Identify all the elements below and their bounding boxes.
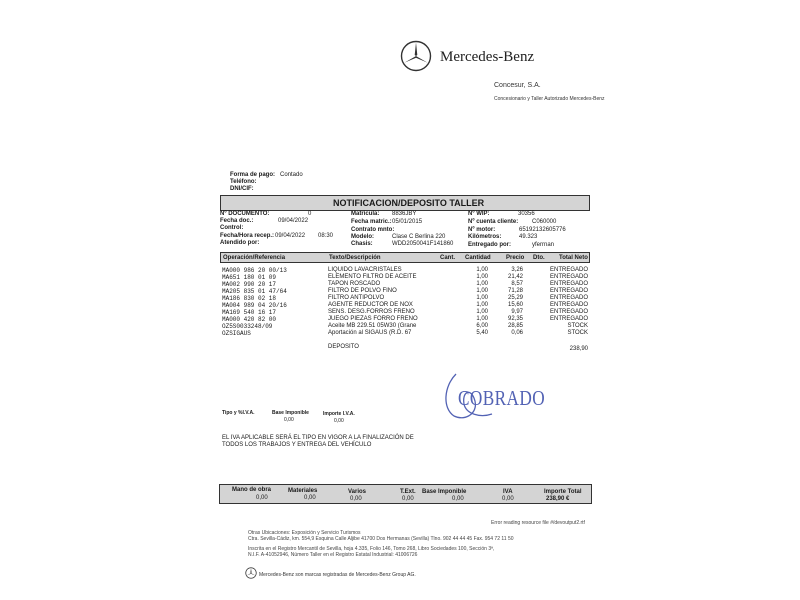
cobrado-stamp: COBRADO xyxy=(458,386,546,410)
row-quantity: 1,00 xyxy=(476,295,488,301)
account-value: C060000 xyxy=(532,219,557,225)
row-quantity: 1,00 xyxy=(476,281,488,287)
deposit-label: DEPOSITO xyxy=(328,344,359,350)
engine-label: Nº motor: xyxy=(468,227,496,233)
row-description: SENS. DESG.FORROS FRENO xyxy=(328,309,415,315)
deposit-value: 238,90 xyxy=(569,346,588,352)
totals-bar xyxy=(219,484,592,504)
info-block xyxy=(220,211,590,251)
row-reference: MA186 830 02 18 xyxy=(222,295,277,302)
row-price: 92,35 xyxy=(507,316,523,322)
row-reference: MA000 986 20 00/13 xyxy=(222,267,287,274)
dealer-name: Concesur, S.A. xyxy=(494,82,541,89)
row-price: 21,42 xyxy=(507,274,523,280)
wip-value: 30356 xyxy=(518,211,535,217)
doc-date-label: Fecha doc.: xyxy=(220,218,254,224)
row-quantity: 1,00 xyxy=(476,267,488,273)
header-reference: Operación/Referencia xyxy=(223,255,286,261)
footer-star-logo xyxy=(245,566,257,578)
row-reference: MA000 420 82 00 xyxy=(222,316,277,323)
doc-number-value: 0 xyxy=(308,211,312,217)
phone-label: Teléfono: xyxy=(230,179,257,185)
table-row xyxy=(220,302,590,309)
row-price: 15,60 xyxy=(507,302,523,308)
row-total: ENTREGADO xyxy=(550,274,589,280)
header-total: Total Neto xyxy=(559,255,588,261)
km-label: Kilómetros: xyxy=(468,234,502,240)
vat-notice-line2: TODOS LOS TRABAJOS Y ENTREGA DEL VEHÍCULO xyxy=(222,442,372,448)
table-row xyxy=(220,274,590,281)
extra-value: 0,00 xyxy=(402,496,414,502)
document-title: NOTIFICACION/DEPOSITO TALLER xyxy=(333,198,485,208)
row-price: 3,26 xyxy=(511,267,523,273)
model-label: Modelo: xyxy=(351,234,374,240)
misc-label: Varios xyxy=(348,489,367,495)
payment-label: Forma de pago: xyxy=(230,172,276,178)
vat-type-label: Tipo y %I.V.A. xyxy=(222,410,255,416)
vat-base-label: Base Imponible xyxy=(272,410,309,416)
footer-line4: N.I.F. A-41052946, Número Taller en el Registro Estatal Industrial: 41006726 xyxy=(248,552,418,558)
total-label: Importe Total xyxy=(544,489,582,495)
row-total: ENTREGADO xyxy=(550,281,589,287)
row-quantity: 6,00 xyxy=(476,323,488,329)
iva-value: 0,00 xyxy=(502,496,514,502)
registration-value: 05/01/2015 xyxy=(392,219,423,225)
chassis-label: Chasis: xyxy=(351,241,373,247)
plate-value: 8836JBY xyxy=(392,211,417,217)
materials-value: 0,00 xyxy=(304,495,316,501)
row-quantity: 1,00 xyxy=(476,309,488,315)
row-total: ENTREGADO xyxy=(550,316,589,322)
model-value: Clase C Berlina 220 xyxy=(392,234,446,240)
base-label: Base Imponible xyxy=(422,489,467,495)
doc-number-label: Nº DOCUMENTO: xyxy=(220,211,270,217)
attended-label: Atendido por: xyxy=(220,240,260,246)
vat-notice-line1: EL IVA APLICABLE SERÁ EL TIPO EN VIGOR A LA FINALIZACIÓN DE xyxy=(222,435,414,441)
error-note: Error reading resource file #/devoutput2.rtf xyxy=(491,520,585,526)
row-total: STOCK xyxy=(567,330,588,336)
brand-name: Mercedes-Benz xyxy=(440,49,535,65)
row-description: TAPON ROSCADO xyxy=(328,281,381,287)
row-reference: OZSIGAUS xyxy=(222,330,251,337)
account-label: Nº cuenta cliente: xyxy=(468,219,519,225)
labor-label: Mano de obra xyxy=(232,487,272,493)
row-price: 8,57 xyxy=(511,281,523,287)
row-price: 0,06 xyxy=(511,330,523,336)
delivered-value: yferrnan xyxy=(532,242,555,248)
row-reference: MA002 990 20 17 xyxy=(222,281,277,288)
table-row xyxy=(220,316,590,323)
row-reference: MA651 180 01 09 xyxy=(222,274,277,281)
mercedes-star-icon xyxy=(400,40,432,72)
misc-value: 0,00 xyxy=(350,496,362,502)
row-description: LIQUIDO LAVACRISTALES xyxy=(328,267,402,273)
header-cant: Cant. xyxy=(440,255,455,261)
row-quantity: 1,00 xyxy=(476,274,488,280)
mercedes-star-logo xyxy=(400,40,432,72)
document-title-bar xyxy=(220,195,590,211)
vat-base-value: 0,00 xyxy=(284,417,294,423)
row-quantity: 5,40 xyxy=(476,330,488,336)
row-description: AGENTE REDUCTOR DE NOX xyxy=(328,302,413,308)
materials-label: Materiales xyxy=(288,488,318,494)
contract-label: Contrato mnto: xyxy=(351,227,395,233)
row-description: FILTRO ANTIPOLVO xyxy=(328,295,385,301)
row-total: ENTREGADO xyxy=(550,295,589,301)
row-description: ELEMENTO FILTRO DE ACEITE xyxy=(328,274,417,280)
wip-label: Nº WIP: xyxy=(468,211,490,217)
header-discount: Dto. xyxy=(533,255,545,261)
registration-label: Fecha matric.: xyxy=(351,219,392,225)
row-price: 28,85 xyxy=(507,323,523,329)
engine-value: 65192132605776 xyxy=(519,227,566,233)
doc-date-value: 09/04/2022 xyxy=(278,218,309,224)
mercedes-star-icon xyxy=(245,567,257,579)
reception-label: Fecha/Hora recep.: xyxy=(220,233,275,239)
row-price: 9,97 xyxy=(511,309,523,315)
row-quantity: 1,00 xyxy=(476,302,488,308)
km-value: 49.323 xyxy=(519,234,538,240)
header-quantity: Cantidad xyxy=(465,255,491,261)
table-row xyxy=(220,309,590,316)
row-quantity: 1,00 xyxy=(476,316,488,322)
row-reference: MA205 835 01 47/64 xyxy=(222,288,287,295)
row-total: ENTREGADO xyxy=(550,302,589,308)
row-total: ENTREGADO xyxy=(550,288,589,294)
table-row xyxy=(220,281,590,288)
row-description: JUEGO PIEZAS FORRO FRENO xyxy=(328,316,418,322)
total-value: 238,90 € xyxy=(546,496,570,502)
dealer-subtitle: Concesionario y Taller Autorizado Mercedes-Benz xyxy=(494,96,605,102)
header-price: Precio xyxy=(506,255,525,261)
vat-amount-value: 0,00 xyxy=(334,418,344,424)
reception-date: 09/04/2022 xyxy=(275,233,306,239)
plate-label: Matrícula: xyxy=(351,211,380,217)
table-header xyxy=(220,252,590,263)
iva-label: IVA xyxy=(503,489,513,495)
row-total: STOCK xyxy=(567,323,588,329)
base-value: 0,00 xyxy=(452,496,464,502)
row-price: 25,29 xyxy=(507,295,523,301)
chassis-value: WDD2050041F141860 xyxy=(392,241,454,247)
table-row xyxy=(220,288,590,295)
delivered-label: Entregado por: xyxy=(468,242,511,248)
row-description: FILTRO DE POLVO FINO xyxy=(328,288,397,294)
table-row xyxy=(220,267,590,274)
footer-line1: Otras Ubicaciones: Exposición y Servicio Turismos xyxy=(248,530,361,536)
labor-value: 0,00 xyxy=(256,495,268,501)
control-label: Control: xyxy=(220,225,244,231)
footer-line3: Inscrita en el Registro Mercantil de Sevilla, hoja 4.335, Folio 146, Tomo 268, Libro Sociedades 100, Sección 3ª, xyxy=(248,546,495,552)
payment-value: Contado xyxy=(280,172,303,178)
trademark-note: Mercedes-Benz son marcas registradas de Mercedes-Benz Group AG. xyxy=(259,572,416,578)
row-total: ENTREGADO xyxy=(550,267,589,273)
row-description: Aceite MB 229.51 05W30 (Grane xyxy=(328,323,417,329)
row-total: ENTREGADO xyxy=(550,309,589,315)
nif-label: DNI/CIF: xyxy=(230,186,254,192)
table-row xyxy=(220,330,590,337)
table-row xyxy=(220,295,590,302)
header-description: Texto/Descripción xyxy=(329,255,381,261)
row-description: Aportación al SIGAUS (R.D. 67 xyxy=(328,330,412,336)
row-reference: OZ5S0033248/09 xyxy=(222,323,273,330)
row-price: 71,28 xyxy=(507,288,523,294)
row-reference: MA004 989 04 20/16 xyxy=(222,302,287,309)
row-quantity: 1,00 xyxy=(476,288,488,294)
line-items xyxy=(220,267,590,339)
extra-label: T.Ext. xyxy=(400,489,416,495)
footer-line2: Ctra. Sevilla-Cádiz, km. 554,9 Esquina Calle Aljibe 41700 Dos Hermanas (Sevilla) Tlno. 902 44 44 45 Fax. 954 72 11 50 xyxy=(248,536,514,542)
vat-amount-label: Importe I.V.A. xyxy=(323,411,355,417)
row-reference: MA169 540 16 17 xyxy=(222,309,277,316)
reception-time: 08:30 xyxy=(318,233,334,239)
table-row xyxy=(220,323,590,330)
